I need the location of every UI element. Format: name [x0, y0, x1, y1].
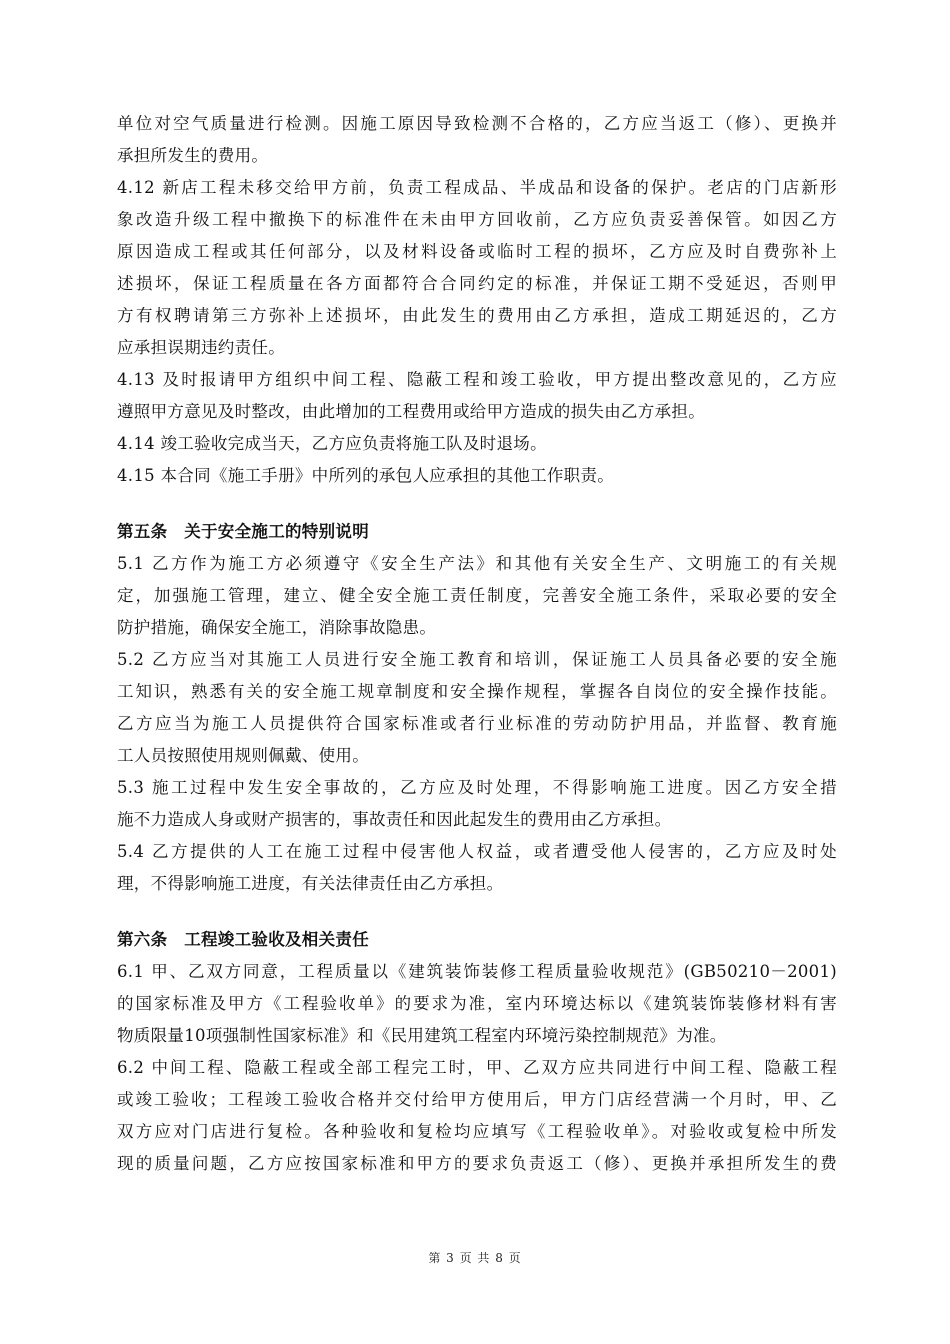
para-5-2 [117, 644, 837, 772]
text-line: 象改造升级工程中撤换下的标准件在未由甲方回收前，乙方应负责妥善保管。如因乙方 [117, 210, 837, 229]
text-line: 5.1 乙方作为施工方必须遵守《安全生产法》和其他有关安全生产、文明施工的有关规 [117, 554, 837, 573]
text-line: 乙方应当为施工人员提供符合国家标准或者行业标准的劳动防护用品，并监督、教育施 [117, 714, 837, 733]
para-4-14 [117, 428, 837, 460]
page-footer: 第 3 页 共 8 页 [428, 1251, 522, 1265]
text-line: 双方应对门店进行复检。各种验收和复检均应填写《工程验收单》。对验收或复检中所发 [117, 1122, 837, 1141]
text-line: 方有权聘请第三方弥补上述损坏，由此发生的费用由乙方承担，造成工期延迟的，乙方 [117, 306, 837, 325]
text-line: 施不力造成人身或财产损害的，事故责任和因此起发生的费用由乙方承担。 [117, 810, 672, 829]
text-line: 4.14 竣工验收完成当天，乙方应负责将施工队及时退场。 [117, 434, 547, 453]
text-line: 应承担误期违约责任。 [117, 338, 285, 357]
text-line: 5.3 施工过程中发生安全事故的，乙方应及时处理，不得影响施工进度。因乙方安全措 [117, 778, 837, 797]
text-line: 5.4 乙方提供的人工在施工过程中侵害他人权益，或者遭受他人侵害的，乙方应及时处 [117, 842, 837, 861]
text-line: 的国家标准及甲方《工程验收单》的要求为准，室内环境达标以《建筑装饰装修材料有害 [117, 994, 837, 1013]
text-line: 5.2 乙方应当对其施工人员进行安全施工教育和培训，保证施工人员具备必要的安全施 [117, 650, 837, 669]
text-line: 定，加强施工管理，建立、健全安全施工责任制度，完善安全施工条件，采取必要的安全 [117, 586, 837, 605]
para-6-2 [117, 1052, 837, 1180]
text-line: 6.1 甲、乙双方同意，工程质量以《建筑装饰装修工程质量验收规范》(GB50210－2001) [117, 962, 837, 981]
section-6-body [117, 956, 837, 1180]
text-line: 4.15 本合同《施工手册》中所列的承包人应承担的其他工作职责。 [117, 466, 615, 485]
para-6-1 [117, 956, 837, 1052]
text-line: 现的质量问题，乙方应按国家标准和甲方的要求负责返工（修）、更换并承担所发生的费 [117, 1154, 837, 1173]
text-line: 单位对空气质量进行检测。因施工原因导致检测不合格的，乙方应当返工（修）、更换并 [117, 114, 837, 133]
document-page [117, 108, 837, 1180]
text-line: 承担所发生的费用。 [117, 146, 269, 165]
section-5-body [117, 548, 837, 900]
para-4-15 [117, 460, 837, 492]
text-line: 工知识，熟悉有关的安全施工规章制度和安全操作规程，掌握各自岗位的安全操作技能。 [117, 682, 837, 701]
text-line: 物质限量10项强制性国家标准》和《民用建筑工程室内环境污染控制规范》为准。 [117, 1026, 727, 1045]
text-line: 述损坏，保证工程质量在各方面都符合合同约定的标准，并保证工期不受延迟，否则甲 [117, 274, 837, 293]
section-4-continuation [117, 108, 837, 492]
text-line: 理，不得影响施工进度，有关法律责任由乙方承担。 [117, 874, 504, 893]
text-line: 4.12 新店工程未移交给甲方前，负责工程成品、半成品和设备的保护。老店的门店新形 [117, 178, 837, 197]
para-4-11-cont [117, 108, 837, 172]
text-line: 4.13 及时报请甲方组织中间工程、隐蔽工程和竣工验收，甲方提出整改意见的，乙方应 [117, 370, 837, 389]
section-6-heading: 第六条 工程竣工验收及相关责任 [117, 930, 369, 949]
para-4-12 [117, 172, 837, 364]
text-line: 防护措施，确保安全施工，消除事故隐患。 [117, 618, 437, 637]
text-line: 6.2 中间工程、隐蔽工程或全部工程完工时，甲、乙双方应共同进行中间工程、隐蔽工程 [117, 1058, 837, 1077]
text-line: 工人员按照使用规则佩戴、使用。 [117, 746, 369, 765]
para-5-4 [117, 836, 837, 900]
text-line: 或竣工验收；工程竣工验收合格并交付给甲方使用后，甲方门店经营满一个月时，甲、乙 [117, 1090, 837, 1109]
text-line: 遵照甲方意见及时整改，由此增加的工程费用或给甲方造成的损失由乙方承担。 [117, 402, 705, 421]
para-5-1 [117, 548, 837, 644]
para-4-13 [117, 364, 837, 428]
para-5-3 [117, 772, 837, 836]
text-line: 原因造成工程或其任何部分，以及材料设备或临时工程的损坏，乙方应及时自费弥补上 [117, 242, 837, 261]
section-5-heading: 第五条 关于安全施工的特别说明 [117, 522, 369, 541]
